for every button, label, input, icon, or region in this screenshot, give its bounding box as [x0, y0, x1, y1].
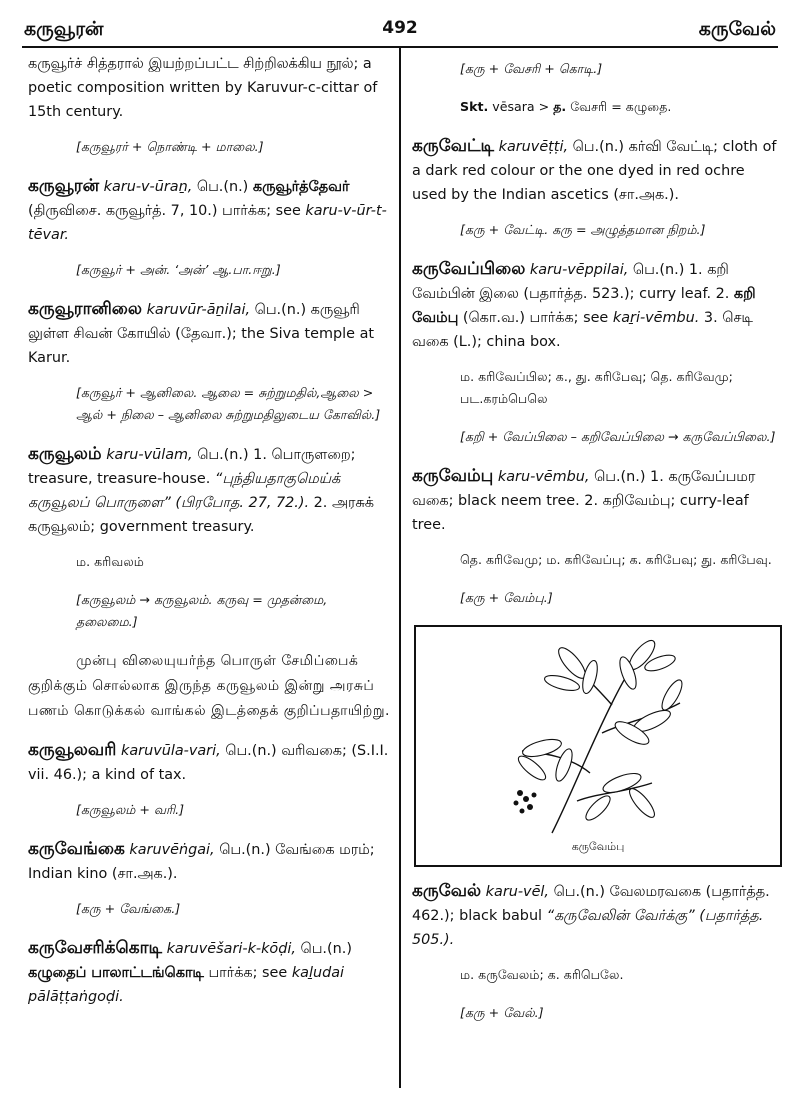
column-divider [399, 46, 401, 1088]
cognate-text: vēsara > [488, 99, 554, 114]
headword: கருவூலம் [28, 444, 102, 464]
headword: கருவேப்பிலை [412, 259, 526, 279]
etymology: [கரு + வேல்.] [460, 1005, 544, 1020]
definition: பெ.(n.) 1. கருவேப்பமர வகை; black neem tree. 2. கறிவேம்பு; curry-leaf tree. [412, 469, 756, 533]
headword: கருவேட்டி [412, 136, 495, 156]
cognates: ம. கரிவலம் [76, 554, 144, 569]
entry-karuvesarikkodi [28, 936, 390, 1009]
definition: பெ.(n.) வேங்கை மரம்; Indian kino (சா.அக.). [28, 842, 375, 882]
entry-karuvengai [28, 837, 390, 886]
language-label: த. [553, 99, 567, 114]
cognates: ம. கரிவேப்பில; க., து. கரிபேவு; தெ. கரிவேமு; பட.கரம்பெலெ [460, 369, 733, 406]
transliteration: karu-vēl, [485, 884, 549, 900]
cross-reference-transliteration: kaḻudai pālāṭṭaṅgoḍi. [28, 965, 345, 1005]
entry-karuvuran [28, 174, 390, 247]
transliteration: karu-v-ūraṉ, [103, 179, 193, 195]
etymology: [கரு + வேம்பு.] [460, 590, 553, 605]
transliteration: karuvēšari-k-kōḍi, [166, 941, 296, 957]
page-header [24, 14, 776, 44]
definition: பெ.(n.) [192, 179, 253, 195]
entry-karuvetti [412, 134, 778, 207]
headword: கருவூரானிலை [28, 299, 143, 319]
etymology: [கரு + வேங்கை.] [76, 901, 181, 916]
etymology: [கரு + வேட்டி. கரு = அழுத்தமான நிறம்.] [460, 222, 706, 237]
etymology: [கருவூரர் + நொண்டி + மாலை.] [76, 139, 264, 154]
etymology: [கருவூலம் → கருவூலம். கருவு = முதன்மை, தலைமை.] [76, 592, 328, 629]
usage-note: முன்பு விலையுயர்ந்த பொருள் சேமிப்பைக் குறிக்கும் சொல்லாக இருந்த கருவூலம் இன்று அரசுப் பணம் கொடுக்கல் வாங்கல் இடத்தைக் குறிப்பதாயிற்று. [28, 653, 390, 719]
etymology: [கருவூர் + ஆனிலை. ஆலை = சுற்றுமதில்,ஆலை > ஆல் + நிலை – ஆனிலை சுற்றுமதிலுடைய கோவில்.] [76, 385, 381, 422]
etymology: [கருவூர் + அன். ‘அன்’ ஆ.பா.ஈறு.] [76, 262, 281, 277]
entry-karuvuranilai [28, 297, 390, 370]
cross-reference-transliteration: kaṟi-vēmbu. [612, 310, 700, 326]
header-right-guide-word: கருவேல் [698, 18, 776, 40]
cognate-text: வேசரி = கழுதை. [566, 99, 672, 114]
etymology: [கருவூலம் + வரி.] [76, 802, 185, 817]
continued-entry-text: கருவூர்ச் சித்தரால் இயற்றப்பட்ட சிற்றிலக்கிய நூல்; a poetic composition written by Karuvur-c-cittar of 15th century. [28, 56, 378, 120]
definition: பெ.(n.) கருவூரி லுள்ள சிவன் கோயில் (தேவா.); the Siva temple at Karur. [28, 302, 375, 366]
page-number: 492 [382, 18, 418, 38]
definition: பெ.(n.) 1. பொருளறை; treasure, treasure-house. [28, 447, 356, 487]
language-label: Skt. [460, 99, 489, 114]
entry-karuvulam [28, 442, 390, 539]
entry-karuvembu [412, 464, 778, 537]
headword: கருவேல் [412, 881, 482, 901]
transliteration: karu-vēmbu, [497, 469, 590, 485]
definition: பெ.(n.) [295, 941, 352, 957]
cross-reference: கருவூர்த்தேவர் [252, 179, 350, 195]
transliteration: karu-vūlam, [106, 447, 193, 463]
etymology: [கரு + வேசரி + கொடி.] [460, 61, 603, 76]
definition: பெ.(n.) 1. கறி வேம்பின் இலை (பதார்த்த. 523.); curry leaf. 2. [412, 262, 734, 302]
transliteration: karu-vēppilai, [529, 262, 629, 278]
definition: பெ.(n.) கர்வி வேட்டி; cloth of a dark red colour or the one dyed in red ochre used by the Indian ascetics (சா.அக.). [412, 139, 777, 203]
cognates [460, 96, 778, 118]
cognates: தெ. கரிவேமு; ம. கரிவேப்பு; க. கரிபேவு; து. கரிபேவு. [460, 552, 772, 567]
transliteration: karuvēṭṭi, [498, 139, 569, 155]
transliteration: karuvūla-vari, [121, 743, 221, 759]
right-column [412, 52, 778, 1040]
headword: கருவூரன் [28, 176, 100, 196]
curry-leaf-branch-illustration [502, 633, 692, 838]
cross-reference-transliteration: karu-v-ūr-t-tēvar. [28, 203, 387, 243]
definition: (கொ.வ.) பார்க்க; see [458, 310, 613, 326]
plant-illustration-figure [414, 625, 782, 867]
headword: கருவேங்கை [28, 839, 125, 859]
entry-karuveppilai [412, 257, 778, 354]
header-left-guide-word: கருவூரன் [24, 18, 104, 40]
etymology: [கறி + வேப்பிலை – கறிவேப்பிலை → கருவேப்பிலை.] [460, 429, 776, 444]
headword: கருவேசரிக்கொடி [28, 938, 163, 958]
definition: பெ.(n.) வரிவகை; (S.I.I. vii. 46.); a kind of tax. [28, 743, 389, 783]
cross-reference: கறி வேம்பு [412, 286, 756, 326]
definition: பெ.(n.) வேலமரவகை (பதார்த்த. 462.); black babul [412, 884, 770, 924]
definition: 3. செடி வகை (L.); china box. [412, 310, 753, 350]
transliteration: karuvēṅgai, [129, 842, 215, 858]
quotation: “கருவேலின் வேர்க்கு” (பதார்த்த. 505.). [412, 908, 764, 948]
headword: கருவூலவரி [28, 740, 117, 760]
entry-karuvulavari [28, 738, 390, 787]
cognates: ம. கருவேலம்; க. கரிபெலே. [460, 967, 624, 982]
headword: கருவேம்பு [412, 466, 494, 486]
left-column [28, 52, 390, 1021]
transliteration: karuvūr-āṉilai, [146, 302, 251, 318]
entry-karuvel [412, 879, 778, 952]
definition: பார்க்க; see [203, 965, 292, 981]
definition: (திருவிசை. கருவூர்த். 7, 10.) பார்க்க; see [28, 203, 306, 219]
quotation: “புந்தியதாகுமெய்க் கருவூலப் பொருளை” (பிரபோத. 27, 72.). [28, 471, 341, 511]
cross-reference: கழுதைப் பாலாட்டங்கொடி [28, 965, 204, 981]
figure-caption: கருவேம்பு [571, 840, 625, 853]
definition: 2. அரசுக் கருவூலம்; government treasury. [28, 495, 374, 535]
